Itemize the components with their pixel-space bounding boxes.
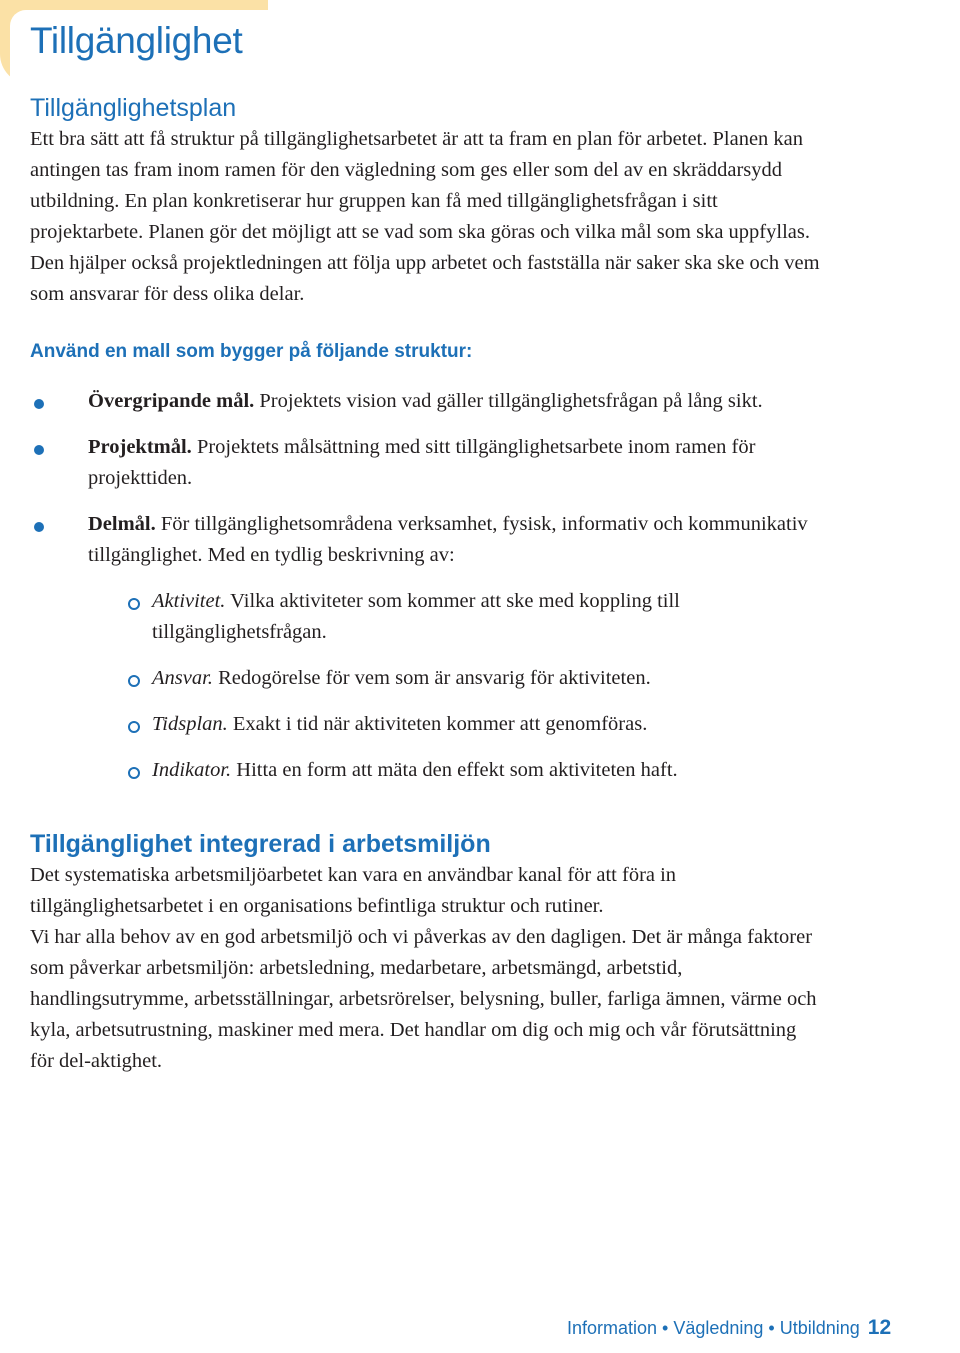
section-heading: Tillgänglighet integrerad i arbetsmiljön xyxy=(30,830,491,858)
bullet-term: Delmål. xyxy=(88,513,156,535)
page-title: Tillgänglighet xyxy=(30,20,243,61)
subheading: Använd en mall som bygger på följande struktur: xyxy=(30,341,473,362)
sub-bullet-item xyxy=(88,709,820,740)
section-arbetsmiljo xyxy=(30,828,820,1077)
bullet-term: Projektmål. xyxy=(88,436,192,458)
sub-bullet-item xyxy=(88,755,820,786)
sub-bullet-list xyxy=(88,586,820,786)
section-heading: Tillgänglighetsplan xyxy=(30,94,237,122)
footer-text: Information • Vägledning • Utbildning xyxy=(567,1318,860,1338)
sub-bullet-item xyxy=(88,586,820,648)
body-paragraph: Det systematiska arbetsmiljöarbetet kan vara en användbar kanal för att föra in tillgänglighetsarbetet i en organisations befintliga struktur och rutiner. xyxy=(30,864,677,917)
sub-bullet-text: Vilka aktiviteter som kommer att ske med koppling till tillgänglighetsfrågan. xyxy=(152,590,680,643)
bullet-text: För tillgänglighetsområdena verksamhet, fysisk, informativ och kommunikativ tillgänglighet. Med en tydlig beskrivning av: xyxy=(88,513,808,566)
bullet-item xyxy=(30,432,820,494)
sub-bullet-term: Aktivitet. xyxy=(152,590,226,612)
sub-bullet-term: Tidsplan. xyxy=(152,713,228,735)
sub-bullet-text: Hitta en form att mäta den effekt som aktiviteten haft. xyxy=(231,759,678,781)
main-content xyxy=(30,92,820,1077)
bullet-item xyxy=(30,509,820,786)
sub-bullet-term: Indikator. xyxy=(152,759,232,781)
sub-bullet-text: Redogörelse för vem som är ansvarig för aktiviteten. xyxy=(212,667,651,689)
section-tillganglighetsplan xyxy=(30,92,820,786)
sub-bullet-term: Ansvar. xyxy=(152,667,213,689)
bullet-text: Projektets målsättning med sitt tillgänglighetsarbete inom ramen för projekttiden. xyxy=(88,436,756,489)
bullet-term: Övergripande mål. xyxy=(88,390,255,412)
sub-bullet-item xyxy=(88,663,820,694)
bullet-item xyxy=(30,386,820,417)
bullet-text: Projektets vision vad gäller tillgänglighetsfrågan på lång sikt. xyxy=(254,390,763,412)
body-paragraph: Ett bra sätt att få struktur på tillgänglighetsarbetet är att ta fram en plan för arbetet. Planen kan antingen tas fram inom ramen för den vägledning som ges eller som del av en skräddarsydd utbildning. En plan konkretiserar hur gruppen kan få med tillgänglighetsfrågan i sitt projektarbete. Planen gör det möjligt att se vad som ska göras och vilka mål som ska uppfyllas. Den hjälper också projektledningen att följa upp arbetet och fastställa när saker ska ske och vem som ansvarar för dess olika delar. xyxy=(30,128,820,305)
sub-bullet-text: Exakt i tid när aktiviteten kommer att genomföras. xyxy=(227,713,648,735)
body-paragraph: Vi har alla behov av en god arbetsmiljö och vi påverkas av den dagligen. Det är många faktorer som påverkar arbetsmiljön: arbetsledning, medarbetare, arbetsmängd, arbetstid, handlingsutrymme, arbetsställningar, arbetsrörelser, belysning, buller, farliga ämnen, värme och kyla, arbetsutrustning, maskiner med mera. Det handlar om dig och mig och vår förutsättning för del-aktighet. xyxy=(30,926,817,1072)
page-number: 12 xyxy=(867,1316,892,1339)
page-footer xyxy=(567,1316,891,1340)
bullet-list xyxy=(30,386,820,786)
